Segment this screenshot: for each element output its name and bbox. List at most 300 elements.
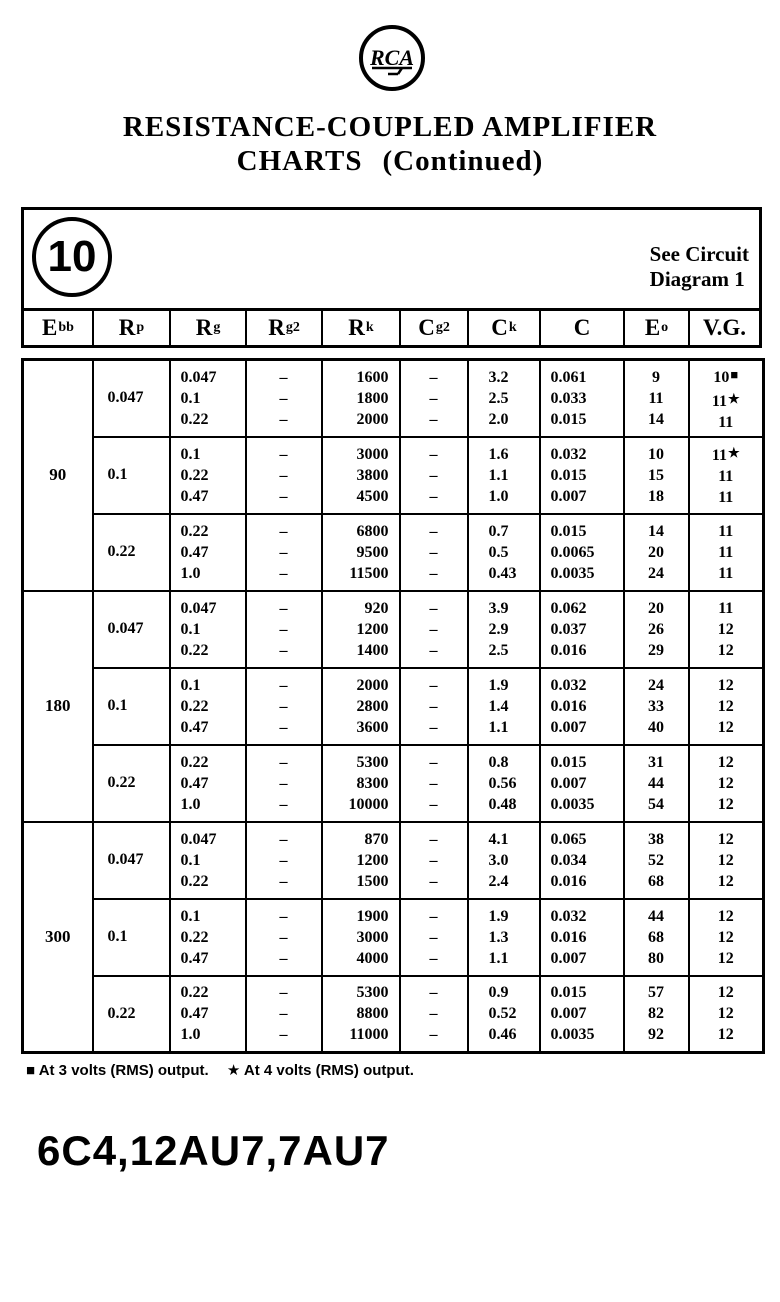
cell-value-text: – — [279, 522, 288, 540]
cell-value-text: – — [279, 676, 288, 694]
cell-value — [430, 444, 438, 465]
table-cell — [624, 591, 689, 668]
cell-value-text: – — [279, 984, 288, 1002]
cell-value — [181, 927, 209, 948]
cell-value — [551, 794, 595, 815]
cell-value — [489, 871, 509, 892]
cell-value — [551, 640, 587, 661]
footnote — [26, 1061, 414, 1079]
cell-value-text: 0.061 — [550, 368, 587, 386]
table-cell — [468, 360, 540, 437]
cell-value-text: – — [279, 928, 288, 946]
cell-value-text: – — [279, 949, 288, 967]
cell-value — [489, 982, 509, 1003]
cell-value-text: 12 — [717, 697, 734, 715]
cell-value-text: – — [279, 487, 288, 505]
cell-value-text: 12 — [717, 641, 734, 659]
cell-value — [280, 829, 288, 850]
cell-value-text: 1.0 — [180, 795, 201, 813]
column-header-symbol: E — [42, 315, 58, 340]
cell-value-text: 1200 — [356, 620, 389, 638]
cell-value-text: 4.1 — [488, 830, 509, 848]
cell-value-text: 29 — [648, 641, 664, 659]
table-cell — [689, 360, 764, 437]
cell-value-text: 12 — [717, 1005, 734, 1023]
column-header-subscript: bb — [58, 320, 74, 335]
ebb-cell: 180 — [23, 591, 93, 822]
cell-value — [181, 752, 209, 773]
column-header-symbol: C — [491, 315, 508, 340]
cell-value — [181, 850, 201, 871]
cell-value — [648, 465, 664, 486]
cell-value-text: 0.1 — [180, 851, 201, 869]
cell-value-text: 0.032 — [550, 676, 587, 694]
cell-value-text: 0.47 — [180, 1005, 209, 1023]
cell-value-text: 0.016 — [550, 928, 587, 946]
cell-value — [357, 927, 389, 948]
cell-value-text: 3600 — [356, 718, 389, 736]
cell-value — [280, 444, 288, 465]
cell-value — [648, 773, 664, 794]
cell-value-text: 0.22 — [180, 466, 209, 484]
table-cell — [170, 437, 246, 514]
cell-value — [357, 752, 389, 773]
cell-value-text: 2.5 — [488, 641, 509, 659]
cell-value — [357, 1003, 389, 1024]
cell-value — [551, 444, 587, 465]
cell-value-text: 1.0 — [180, 1026, 201, 1044]
ebb-cell: 300 — [23, 822, 93, 1053]
cell-value — [648, 409, 664, 430]
cell-value — [365, 829, 389, 850]
cell-value — [551, 367, 587, 388]
table-cell — [322, 668, 400, 745]
cell-value — [489, 367, 509, 388]
cell-value-text: 0.015 — [550, 410, 587, 428]
cell-value-text: – — [279, 410, 288, 428]
cell-value — [551, 619, 587, 640]
cell-value — [430, 675, 438, 696]
table-cell — [246, 899, 322, 976]
cell-value-text: 0.1 — [180, 389, 201, 407]
cell-value — [718, 542, 733, 563]
table-cell — [170, 514, 246, 591]
cell-value-text: 11 — [718, 599, 734, 617]
chart-header-box — [21, 207, 762, 311]
cell-value — [551, 675, 587, 696]
cell-value-text: 1200 — [356, 851, 389, 869]
cell-value — [489, 927, 509, 948]
cell-value-text: – — [429, 389, 438, 407]
cell-value-text: 12 — [717, 830, 734, 848]
cell-value — [280, 794, 288, 815]
cell-value — [430, 752, 438, 773]
cell-value-text: 12 — [717, 676, 734, 694]
cell-value — [718, 619, 734, 640]
cell-value-text: 0.047 — [180, 830, 217, 848]
column-header-subscript: o — [661, 320, 669, 335]
cell-value — [430, 1024, 438, 1045]
table-cell — [689, 437, 764, 514]
cell-value — [357, 640, 389, 661]
cell-value-text: – — [429, 641, 438, 659]
cell-value — [489, 521, 509, 542]
cell-value — [357, 367, 389, 388]
cell-value-text: 2000 — [356, 410, 389, 428]
cell-value — [489, 563, 517, 584]
cell-value — [181, 696, 209, 717]
cell-value-text: 11 — [718, 543, 734, 561]
cell-value — [648, 752, 664, 773]
rca-logo — [358, 24, 426, 92]
cell-value-text: – — [429, 466, 438, 484]
table-cell — [624, 437, 689, 514]
cell-value — [551, 465, 587, 486]
cell-value-text: 0.1 — [180, 445, 201, 463]
rp-cell: 0.22 — [93, 976, 170, 1053]
cell-value-text: – — [429, 795, 438, 813]
cell-value — [489, 773, 517, 794]
cell-value — [181, 906, 201, 927]
cell-value — [181, 640, 209, 661]
cell-value-text: 0.22 — [180, 872, 209, 890]
cell-value-text: 12 — [717, 795, 734, 813]
cell-value-text: 11000 — [349, 1026, 389, 1044]
cell-value — [181, 563, 201, 584]
cell-value — [648, 598, 664, 619]
cell-value — [718, 773, 734, 794]
cell-value — [489, 619, 509, 640]
table-cell — [246, 360, 322, 437]
cell-value-text: 0.015 — [550, 466, 587, 484]
cell-value — [551, 871, 587, 892]
rp-cell: 0.1 — [93, 899, 170, 976]
cell-value-text: 0.016 — [550, 872, 587, 890]
cell-value-text: 11 — [718, 522, 734, 540]
rp-cell: 0.047 — [93, 822, 170, 899]
cell-value-text: 12 — [717, 718, 734, 736]
cell-value — [489, 542, 509, 563]
footnote-marker: ■ — [730, 366, 739, 382]
table-cell — [689, 591, 764, 668]
cell-value-text: 1.9 — [488, 907, 509, 925]
cell-value-text: – — [429, 928, 438, 946]
cell-value-text: 14 — [648, 410, 664, 428]
table-cell — [322, 745, 400, 822]
cell-value — [181, 521, 209, 542]
cell-value-text: – — [279, 466, 288, 484]
cell-value — [648, 1024, 664, 1045]
cell-value — [718, 927, 734, 948]
cell-value-text: 12 — [717, 907, 734, 925]
cell-value — [349, 563, 388, 584]
cell-value-text: 0.22 — [180, 410, 209, 428]
cell-value-text: 1.3 — [488, 928, 509, 946]
table-cell — [246, 514, 322, 591]
cell-value-text: 0.22 — [180, 928, 209, 946]
cell-value — [551, 409, 587, 430]
cell-value — [280, 982, 288, 1003]
cell-value — [280, 563, 288, 584]
cell-value — [357, 388, 389, 409]
column-header — [690, 311, 759, 345]
cell-value — [489, 388, 509, 409]
cell-value-text: – — [279, 830, 288, 848]
cell-value — [551, 598, 587, 619]
cell-value — [430, 388, 438, 409]
cell-value-text: 11 — [718, 564, 734, 582]
cell-value-text: – — [279, 1026, 288, 1044]
rp-cell: 0.047 — [93, 591, 170, 668]
cell-value — [648, 696, 664, 717]
cell-value-text: 3.0 — [488, 851, 509, 869]
cell-value — [648, 717, 664, 738]
cell-value-text: 0.47 — [180, 487, 209, 505]
cell-value — [349, 1024, 388, 1045]
cell-value-text: 8300 — [356, 774, 389, 792]
cell-value — [489, 850, 509, 871]
cell-value — [280, 696, 288, 717]
cell-value — [712, 388, 740, 412]
column-header-symbol: C — [418, 315, 435, 340]
cell-value — [280, 542, 288, 563]
cell-value — [430, 598, 438, 619]
rp-cell: 0.22 — [93, 745, 170, 822]
cell-value-text: 12 — [717, 984, 734, 1002]
cell-value — [489, 948, 509, 969]
cell-value — [648, 619, 664, 640]
table-cell — [246, 591, 322, 668]
cell-value — [280, 388, 288, 409]
cell-value — [430, 521, 438, 542]
table-row — [23, 976, 764, 1053]
table-cell — [170, 899, 246, 976]
data-table — [21, 358, 765, 1054]
cell-value-text: 57 — [648, 984, 664, 1002]
table-cell — [400, 360, 468, 437]
cell-value-text: 12 — [717, 928, 734, 946]
cell-value-text: 5300 — [356, 984, 389, 1002]
cell-value-text: – — [429, 718, 438, 736]
table-cell — [400, 668, 468, 745]
cell-value-text: – — [429, 368, 438, 386]
cell-value-text: 14 — [648, 522, 664, 540]
cell-value-text: 0.22 — [180, 984, 209, 1002]
cell-value-text: 0.56 — [488, 774, 517, 792]
table-cell — [322, 899, 400, 976]
table-cell — [468, 745, 540, 822]
cell-value-text: 0.8 — [488, 753, 509, 771]
column-header — [94, 311, 171, 345]
cell-value — [551, 829, 587, 850]
cell-value — [280, 906, 288, 927]
cell-value-text: 870 — [364, 830, 389, 848]
footnote-star-text: At 4 volts (RMS) output. — [243, 1062, 414, 1079]
cell-value — [181, 982, 209, 1003]
cell-value — [430, 465, 438, 486]
cell-value-text: – — [429, 907, 438, 925]
table-cell — [468, 822, 540, 899]
table-cell — [170, 591, 246, 668]
cell-value-text: 1.0 — [180, 564, 201, 582]
cell-value — [181, 465, 209, 486]
cell-value-text: 3.2 — [488, 368, 509, 386]
cell-value-text: 3.9 — [488, 599, 509, 617]
see-circuit-line2: Diagram 1 — [649, 267, 745, 291]
cell-value-text: 80 — [648, 949, 664, 967]
cell-value — [430, 794, 438, 815]
cell-value-text: 0.047 — [180, 599, 217, 617]
cell-value-text: 12 — [717, 851, 734, 869]
column-header — [469, 311, 541, 345]
cell-value-text: – — [279, 641, 288, 659]
table-cell — [624, 668, 689, 745]
cell-value-text: 2.0 — [488, 410, 509, 428]
table-cell — [540, 437, 624, 514]
table-cell — [624, 745, 689, 822]
cell-value — [181, 598, 217, 619]
cell-value-text: 11 — [648, 389, 664, 407]
column-header — [625, 311, 690, 345]
cell-value — [648, 829, 664, 850]
cell-value-text: 11 — [718, 413, 734, 431]
see-circuit-line1: See Circuit — [649, 242, 749, 266]
cell-value-text: 52 — [648, 851, 664, 869]
cell-value — [551, 752, 587, 773]
table-cell — [689, 976, 764, 1053]
cell-value-text: 12 — [717, 1026, 734, 1044]
cell-value-text: 1.9 — [488, 676, 509, 694]
cell-value — [280, 367, 288, 388]
cell-value-text: 9 — [652, 368, 660, 386]
column-header-symbol: R — [348, 315, 365, 340]
cell-value-text: 1.1 — [488, 949, 509, 967]
cell-value-text: 0.1 — [180, 907, 201, 925]
column-header-row — [21, 308, 762, 348]
column-header-symbol: R — [195, 315, 213, 340]
table-cell — [400, 822, 468, 899]
cell-value — [357, 486, 389, 507]
table-cell — [322, 437, 400, 514]
cell-value-text: 0.46 — [488, 1026, 517, 1044]
cell-value — [489, 794, 517, 815]
cell-value — [648, 871, 664, 892]
cell-value — [181, 619, 201, 640]
table-cell — [468, 437, 540, 514]
cell-value — [181, 486, 209, 507]
cell-value — [357, 871, 389, 892]
cell-value-text: 4500 — [356, 487, 389, 505]
footnote-square-text: At 3 volts (RMS) output. — [38, 1062, 209, 1079]
cell-value — [280, 1024, 288, 1045]
cell-value-text: – — [279, 872, 288, 890]
cell-value — [718, 487, 733, 508]
cell-value — [489, 486, 509, 507]
cell-value — [652, 367, 660, 388]
cell-value — [357, 850, 389, 871]
cell-value — [718, 794, 734, 815]
cell-value-text: – — [429, 599, 438, 617]
cell-value-text: 0.007 — [550, 949, 587, 967]
cell-value — [489, 1024, 517, 1045]
cell-value-text: 1.0 — [488, 487, 509, 505]
cell-value — [430, 948, 438, 969]
cell-value-text: 12 — [717, 753, 734, 771]
cell-value — [357, 521, 389, 542]
cell-value-text: 15 — [648, 466, 664, 484]
cell-value-text: 10000 — [348, 795, 389, 813]
cell-value-text: – — [279, 1005, 288, 1023]
cell-value — [181, 444, 201, 465]
cell-value — [430, 1003, 438, 1024]
cell-value-text: – — [279, 599, 288, 617]
cell-value-text: – — [279, 564, 288, 582]
cell-value — [430, 542, 438, 563]
cell-value-text: 11 — [718, 468, 734, 485]
cell-value — [430, 696, 438, 717]
page-title-continued: (Continued) — [382, 145, 544, 177]
cell-value — [648, 948, 664, 969]
cell-value-text: 0.0065 — [550, 543, 595, 561]
cell-value — [489, 752, 509, 773]
cell-value-text: 0.016 — [550, 641, 587, 659]
table-cell — [322, 514, 400, 591]
cell-value — [551, 486, 587, 507]
cell-value — [430, 871, 438, 892]
cell-value — [489, 465, 509, 486]
table-cell — [400, 514, 468, 591]
cell-value — [718, 675, 734, 696]
table-row — [23, 822, 764, 899]
cell-value — [280, 598, 288, 619]
cell-value-text: – — [279, 368, 288, 386]
cell-value-text: 2.9 — [488, 620, 509, 638]
cell-value-text: 0.47 — [180, 949, 209, 967]
cell-value — [713, 364, 738, 388]
cell-value-text: 0.47 — [180, 718, 209, 736]
cell-value-text: 0.1 — [180, 620, 201, 638]
cell-value-text: 92 — [648, 1026, 664, 1044]
table-cell — [540, 899, 624, 976]
cell-value — [489, 1003, 517, 1024]
cell-value — [181, 794, 201, 815]
cell-value-text: – — [429, 753, 438, 771]
cell-value-text: – — [429, 774, 438, 792]
table-cell — [540, 745, 624, 822]
cell-value — [718, 412, 733, 433]
cell-value-text: – — [429, 445, 438, 463]
cell-value — [551, 982, 587, 1003]
cell-value — [357, 717, 389, 738]
cell-value — [551, 906, 587, 927]
rp-cell: 0.22 — [93, 514, 170, 591]
table-cell — [170, 976, 246, 1053]
cell-value — [489, 906, 509, 927]
cell-value — [648, 444, 664, 465]
cell-value — [551, 773, 587, 794]
cell-value — [648, 388, 663, 409]
cell-value — [718, 752, 734, 773]
cell-value-text: 3000 — [356, 445, 389, 463]
cell-value-text: 0.047 — [180, 368, 217, 386]
cell-value-text: 0.0035 — [550, 795, 595, 813]
cell-value — [648, 982, 664, 1003]
cell-value-text: 12 — [717, 872, 734, 890]
cell-value-text: – — [279, 851, 288, 869]
table-cell — [540, 668, 624, 745]
cell-value — [357, 696, 389, 717]
cell-value — [551, 1003, 587, 1024]
